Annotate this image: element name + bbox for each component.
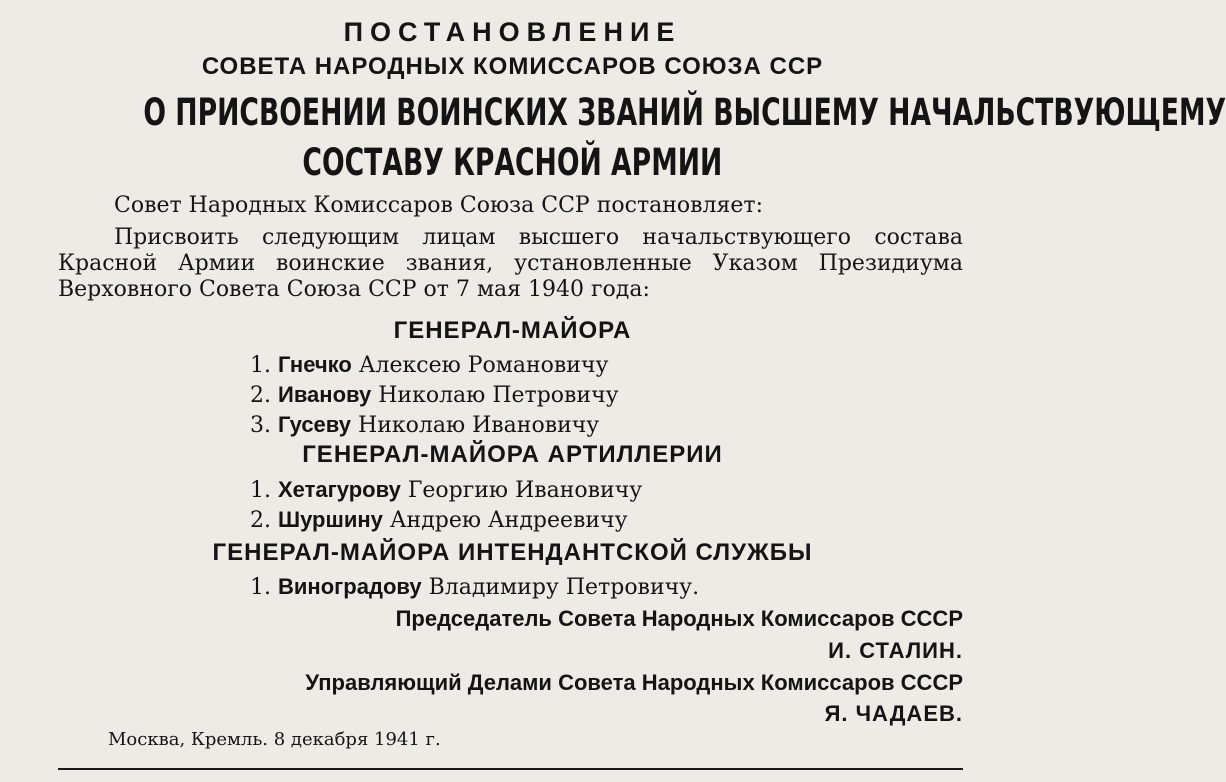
item-number: 3. (250, 413, 271, 438)
list-item (250, 572, 699, 602)
list-item (250, 475, 642, 505)
list-quartermaster (250, 572, 699, 602)
decree-title-line-1: О ПРИСВОЕНИИ ВОИНСКИХ ЗВАНИЙ ВЫСШЕМУ НАЧАЛЬСТВУЮЩЕМУ (143, 91, 1226, 134)
bottom-divider (58, 768, 963, 770)
item-given-names: Георгию Ивановичу (407, 478, 643, 503)
list-artillery (250, 475, 642, 535)
item-surname: Иванову (278, 382, 372, 407)
section-heading-quartermaster: ГЕНЕРАЛ-МАЙОРА ИНТЕНДАНТСКОЙ СЛУЖБЫ (212, 539, 813, 566)
item-surname: Хетагурову (278, 477, 401, 502)
place-and-date: Москва, Кремль. 8 декабря 1941 г. (108, 729, 441, 750)
item-number: 2. (250, 383, 271, 408)
item-given-names: Алексею Романовичу (358, 353, 609, 378)
item-given-names: Андрею Андреевичу (389, 508, 628, 533)
signature-name-manager: Я. ЧАДАЕВ. (824, 701, 963, 726)
item-given-names: Николаю Петровичу (378, 383, 619, 408)
signature-role-chairman: Председатель Совета Народных Комиссаров СССР (395, 606, 963, 631)
section-heading-major-general: ГЕНЕРАЛ-МАЙОРА (393, 317, 632, 344)
intro-paragraph-1: Совет Народных Комиссаров Союза ССР постановляет: (114, 193, 763, 218)
decree-title (143, 88, 1226, 188)
item-number: 2. (250, 508, 271, 533)
list-item (250, 380, 619, 410)
item-given-names: Владимиру Петровичу. (428, 575, 700, 600)
list-item (250, 505, 642, 535)
item-number: 1. (250, 575, 271, 600)
section-heading-artillery: ГЕНЕРАЛ-МАЙОРА АРТИЛЛЕРИИ (302, 441, 723, 468)
signature-role-manager: Управляющий Делами Совета Народных Комиссаров СССР (305, 670, 963, 695)
intro-line-3: Верховного Совета Союза ССР от 7 мая 1940 года: (58, 277, 650, 302)
list-item (250, 350, 619, 380)
item-number: 1. (250, 478, 271, 503)
item-surname: Виноградову (278, 574, 422, 599)
intro-line-2: Красной Армии воинские звания, установленные Указом Президиума (58, 251, 963, 276)
signature-name-chairman: И. СТАЛИН. (828, 638, 963, 663)
intro-paragraph-2 (58, 225, 963, 303)
intro-line-1: Присвоить следующим лицам высшего начальствующего состава (114, 225, 963, 250)
item-surname: Гнечко (278, 352, 352, 377)
item-number: 1. (250, 353, 271, 378)
list-item (250, 410, 619, 440)
item-given-names: Николаю Ивановичу (358, 413, 600, 438)
item-surname: Шуршину (278, 507, 383, 532)
issuing-body-heading: СОВЕТА НАРОДНЫХ КОМИССАРОВ СОЮЗА ССР (201, 53, 824, 80)
document-type-heading: ПОСТАНОВЛЕНИЕ (343, 17, 682, 47)
item-surname: Гусеву (278, 412, 352, 437)
list-major-general (250, 350, 619, 440)
decree-title-line-2: СОСТАВУ КРАСНОЙ АРМИИ (302, 141, 723, 184)
